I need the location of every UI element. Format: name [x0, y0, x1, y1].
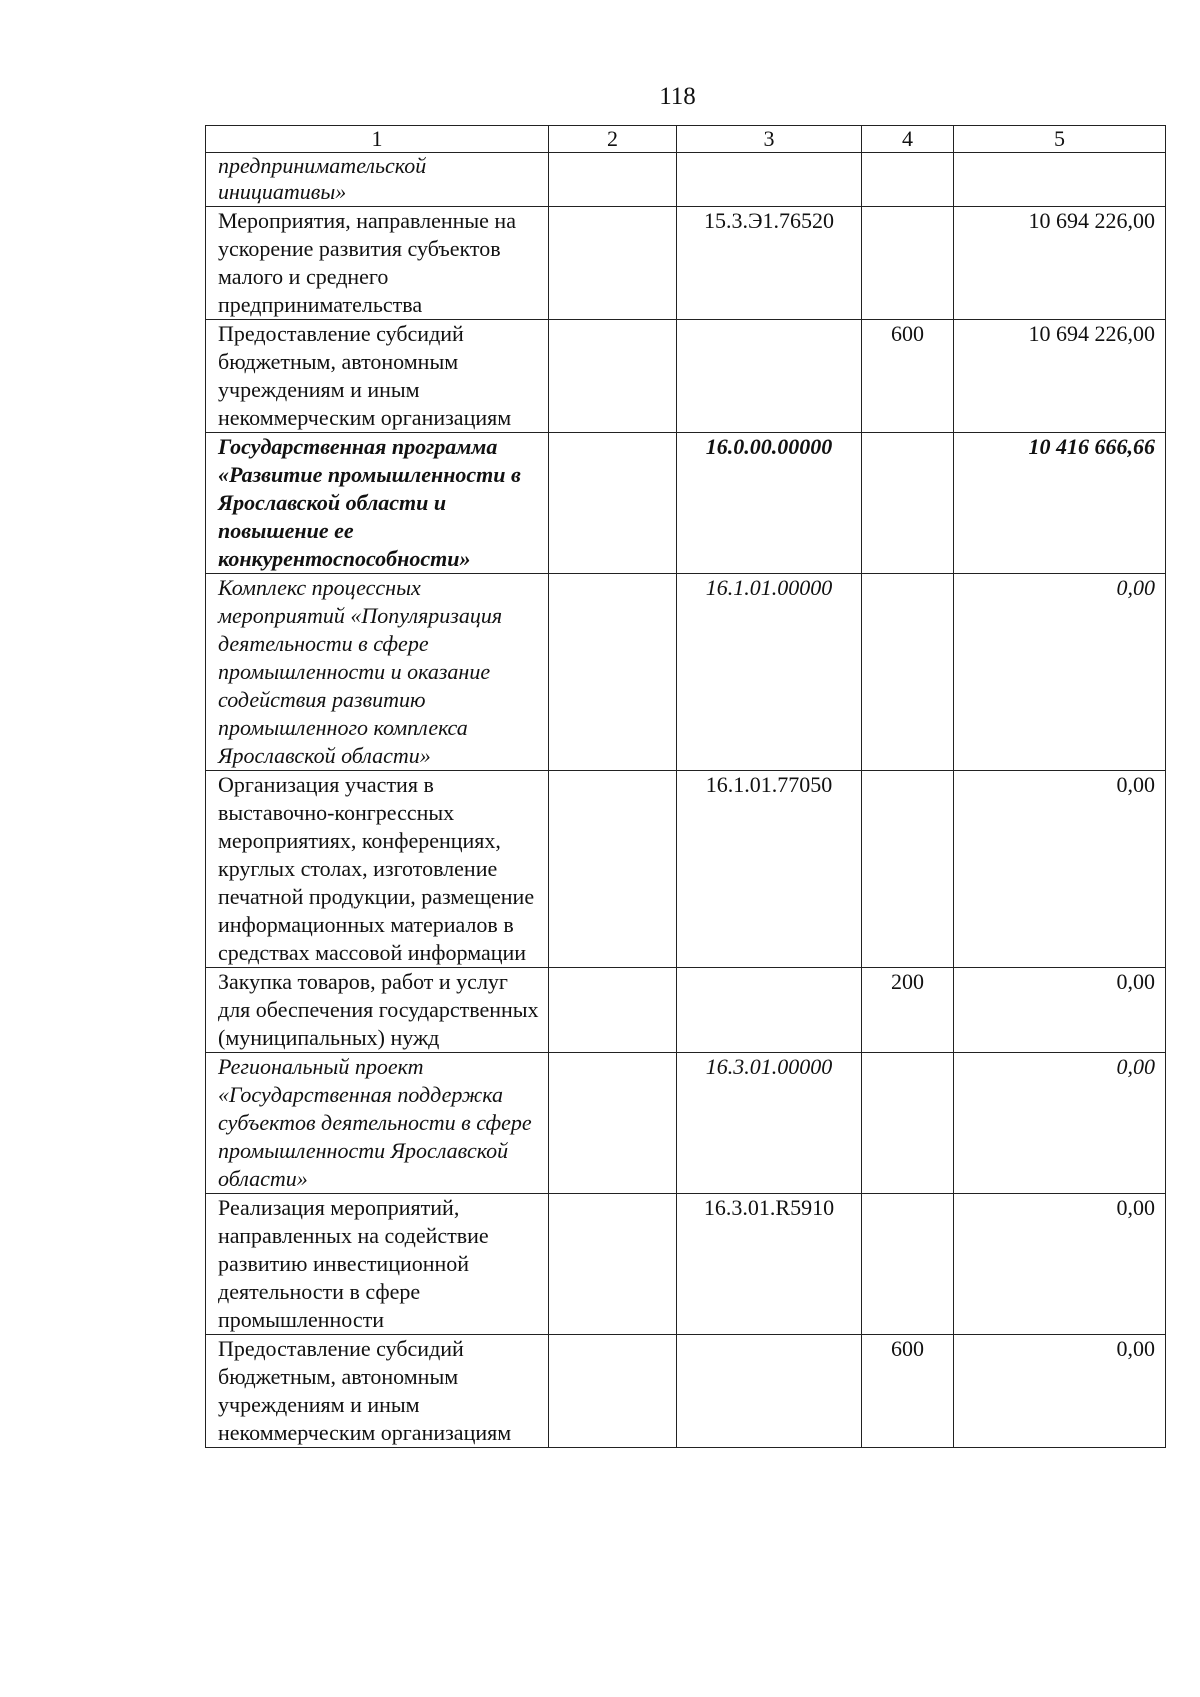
row-expense-type	[862, 574, 954, 771]
row-col2	[549, 1053, 677, 1194]
row-amount: 0,00	[954, 968, 1166, 1053]
row-expense-type	[862, 153, 954, 207]
row-amount: 0,00	[954, 574, 1166, 771]
row-name: Мероприятия, направленные на ускорение развития субъектов малого и среднего предпринимательства	[206, 207, 549, 320]
row-amount: 10 416 666,66	[954, 433, 1166, 574]
table-row	[206, 207, 1166, 320]
row-expense-type	[862, 1053, 954, 1194]
budget-table	[205, 125, 1166, 1448]
table-row	[206, 1053, 1166, 1194]
row-amount: 10 694 226,00	[954, 320, 1166, 433]
row-amount: 0,00	[954, 771, 1166, 968]
row-expense-type: 200	[862, 968, 954, 1053]
row-amount	[954, 153, 1166, 207]
row-code	[677, 1335, 862, 1448]
table-row	[206, 771, 1166, 968]
column-header-4: 4	[862, 126, 954, 153]
row-col2	[549, 771, 677, 968]
row-expense-type	[862, 207, 954, 320]
row-col2	[549, 207, 677, 320]
row-amount: 0,00	[954, 1053, 1166, 1194]
row-name: Закупка товаров, работ и услуг для обеспечения государственных (муниципальных) нужд	[206, 968, 549, 1053]
row-name: Региональный проект «Государственная поддержка субъектов деятельности в сфере промышленности Ярославской области»	[206, 1053, 549, 1194]
row-code: 16.1.01.77050	[677, 771, 862, 968]
row-name: Комплекс процессных мероприятий «Популяризация деятельности в сфере промышленности и оказание содействия развитию промышленного комплекса Ярославской области»	[206, 574, 549, 771]
row-col2	[549, 968, 677, 1053]
row-expense-type: 600	[862, 320, 954, 433]
row-col2	[549, 1335, 677, 1448]
row-amount: 0,00	[954, 1335, 1166, 1448]
row-name: Предоставление субсидий бюджетным, автономным учреждениям и иным некоммерческим организациям	[206, 1335, 549, 1448]
row-name: Реализация мероприятий, направленных на содействие развитию инвестиционной деятельности в сфере промышленности	[206, 1194, 549, 1335]
row-code: 16.3.01.00000	[677, 1053, 862, 1194]
row-code: 16.0.00.00000	[677, 433, 862, 574]
row-name: Предоставление субсидий бюджетным, автономным учреждениям и иным некоммерческим организациям	[206, 320, 549, 433]
table-row	[206, 1194, 1166, 1335]
column-header-3: 3	[677, 126, 862, 153]
row-expense-type	[862, 1194, 954, 1335]
row-col2	[549, 1194, 677, 1335]
row-expense-type	[862, 433, 954, 574]
row-col2	[549, 320, 677, 433]
row-amount: 10 694 226,00	[954, 207, 1166, 320]
table-row	[206, 433, 1166, 574]
row-expense-type: 600	[862, 1335, 954, 1448]
row-code: 15.3.Э1.76520	[677, 207, 862, 320]
row-expense-type	[862, 771, 954, 968]
table-row	[206, 320, 1166, 433]
table-row	[206, 574, 1166, 771]
table-row	[206, 968, 1166, 1053]
row-name: Государственная программа «Развитие промышленности в Ярославской области и повышение ее конкурентоспособности»	[206, 433, 549, 574]
row-col2	[549, 153, 677, 207]
row-code	[677, 968, 862, 1053]
row-name: Организация участия в выставочно-конгрессных мероприятиях, конференциях, круглых столах, изготовление печатной продукции, размещение информационных материалов в средствах массовой информации	[206, 771, 549, 968]
table-row	[206, 153, 1166, 207]
column-header-1: 1	[206, 126, 549, 153]
table-row	[206, 1335, 1166, 1448]
row-code: 16.1.01.00000	[677, 574, 862, 771]
row-amount: 0,00	[954, 1194, 1166, 1335]
row-col2	[549, 433, 677, 574]
page-number: 118	[659, 83, 696, 110]
row-name: предпринимательской инициативы»	[206, 153, 549, 207]
table-header-row	[206, 126, 1166, 153]
row-code: 16.3.01.R5910	[677, 1194, 862, 1335]
row-col2	[549, 574, 677, 771]
row-code	[677, 153, 862, 207]
column-header-2: 2	[549, 126, 677, 153]
column-header-5: 5	[954, 126, 1166, 153]
row-code	[677, 320, 862, 433]
